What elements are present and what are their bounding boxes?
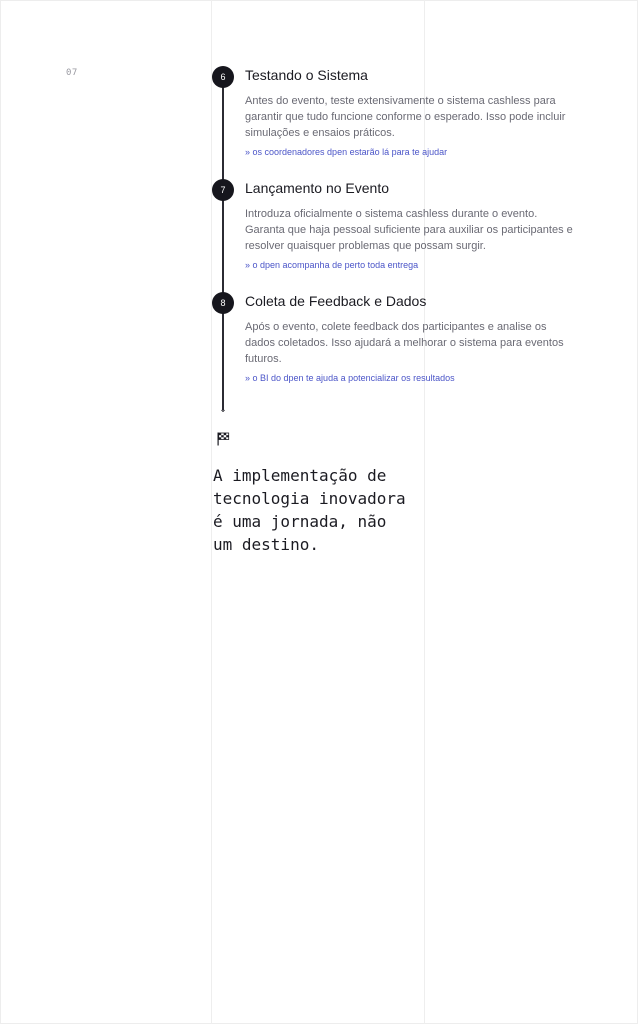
step-number-badge: 7 [212, 179, 234, 201]
timeline-line [222, 76, 224, 410]
step-title: Coleta de Feedback e Dados [245, 293, 427, 309]
step-link[interactable]: » os coordenadores dpen estarão lá para te ajudar [245, 147, 448, 157]
step-description: Após o evento, colete feedback dos participantes e analise os dados coletados. Isso ajudará a melhorar o sistema para eventos futuros. [245, 321, 564, 365]
checkered-flag-icon [217, 432, 230, 446]
step-number-badge: 6 [212, 66, 234, 88]
step-number-badge: 8 [212, 292, 234, 314]
arrow-down-icon: ↓ [219, 405, 227, 415]
closing-quote: A implementação de tecnologia inovadora é uma jornada, não um destino. [213, 466, 406, 554]
column-guide-left [211, 0, 212, 1024]
page-number: 07 [66, 68, 78, 78]
step-title: Lançamento no Evento [245, 180, 389, 196]
step-title: Testando o Sistema [245, 67, 368, 83]
step-description: Introduza oficialmente o sistema cashless durante o evento. Garanta que haja pessoal suficiente para auxiliar os participantes e resolver quaisquer problemas que possam surgir. [245, 208, 573, 252]
step-link[interactable]: » o dpen acompanha de perto toda entrega [245, 260, 419, 270]
step-link[interactable]: » o BI do dpen te ajuda a potencializar os resultados [245, 373, 455, 383]
step-description: Antes do evento, teste extensivamente o sistema cashless para garantir que tudo funcione conforme o esperado. Isso pode incluir simulações e ensaios práticos. [245, 95, 566, 139]
